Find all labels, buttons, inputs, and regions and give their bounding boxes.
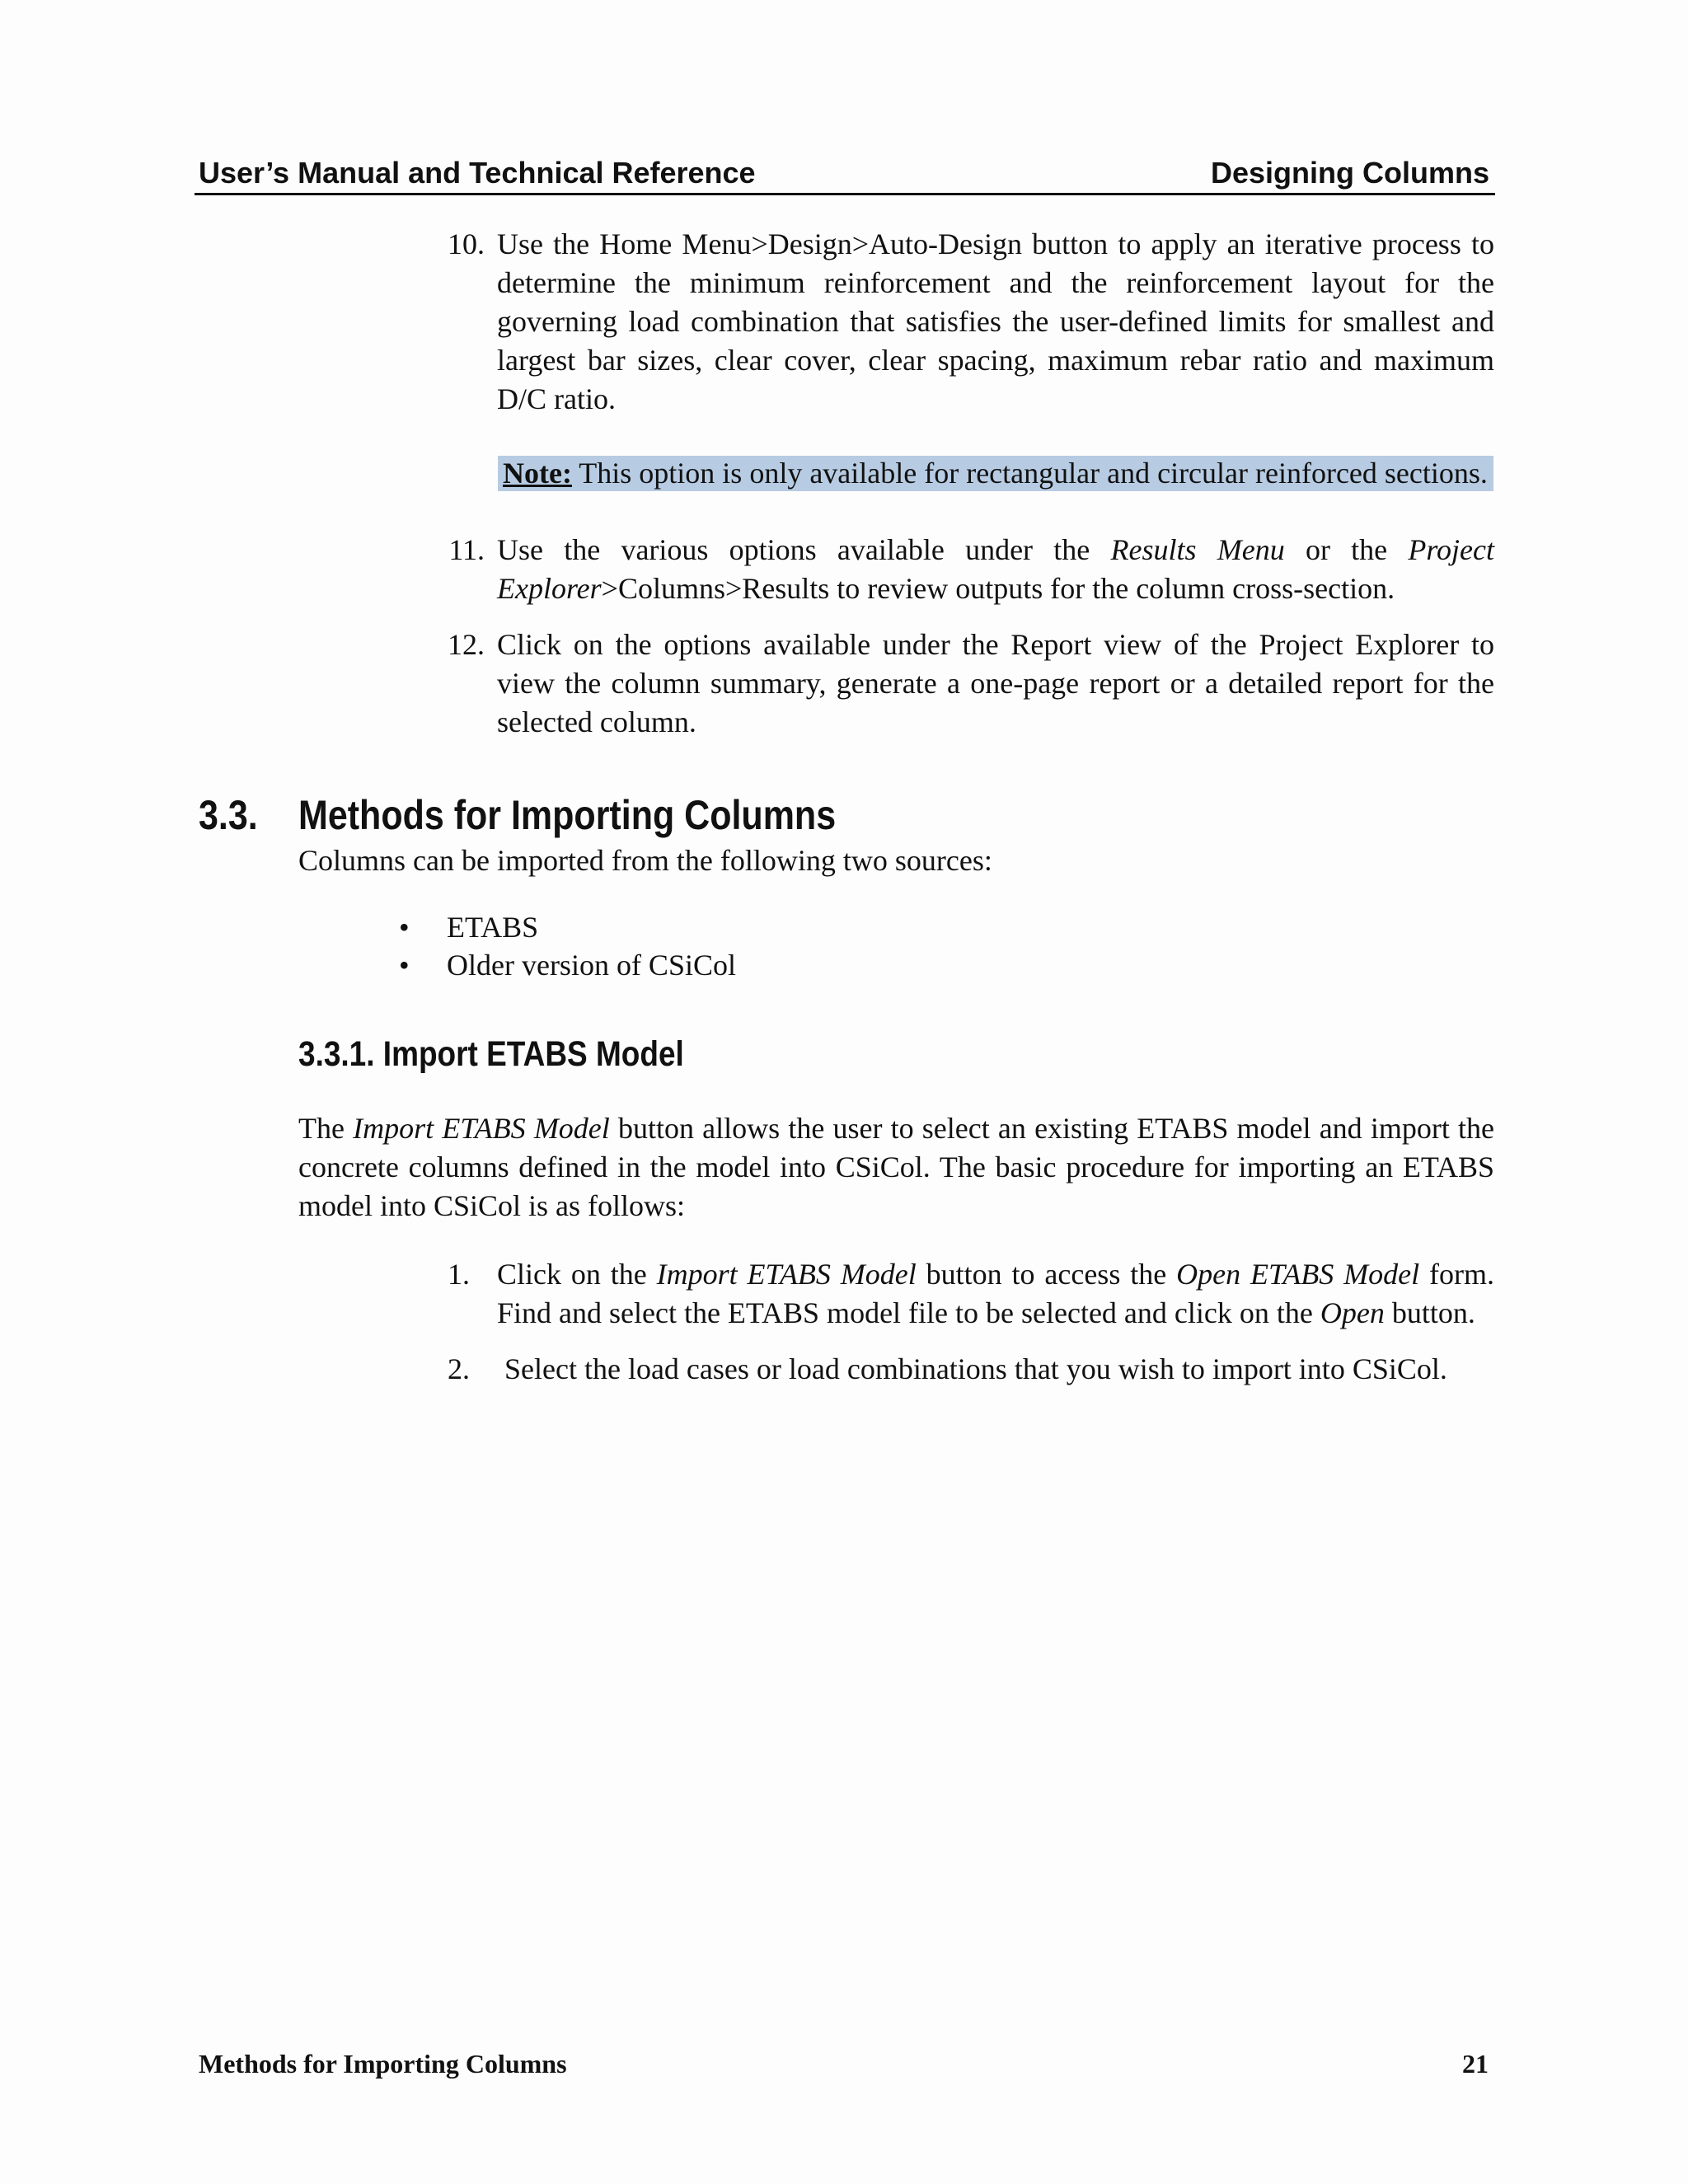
step-number: 10. [448, 227, 485, 260]
step-text: Use the Home Menu>Design>Auto-Design button to apply an iterative process to determine the minimum reinforcement and the reinforcement layout for the governing load combination that satisfies the user-defined limits for smallest and largest bar sizes, clear cover, clear spacing, maximum rebar ratio and maximum D/C ratio. [497, 227, 1494, 415]
bullet-dot: • [399, 911, 410, 944]
note-label: Note: [503, 457, 572, 490]
step-number: 12. [448, 628, 485, 661]
subsection-title: 3.3.1. Import ETABS Model [298, 1034, 684, 1074]
step-number: 11. [448, 533, 485, 566]
page-number: 21 [1462, 2049, 1489, 2079]
subsection-paragraph: The Import ETABS Model button allows the user to select an existing ETABS model and import the concrete columns defined in the model into CSiCol. The basic procedure for importing an ETABS model into CSiCol is as follows: [298, 1112, 1494, 1222]
step-number: 1. [448, 1258, 470, 1291]
section-number: 3.3. [199, 792, 258, 838]
note-text: This option is only available for rectangular and circular reinforced sections. [571, 457, 1488, 490]
running-header-chapter: Designing Columns [1210, 156, 1489, 190]
step-number: 2. [448, 1352, 470, 1385]
section-intro: Columns can be imported from the following two sources: [298, 844, 992, 877]
step-text: Click on the Import ETABS Model button to access the Open ETABS Model form. Find and select the ETABS model file to be selected and click on the Open button. [497, 1258, 1495, 1329]
header-rule [195, 193, 1495, 195]
bullet-dot: • [399, 949, 410, 982]
step-text: Click on the options available under the Report view of the Project Explorer to view the column summary, generate a one-page report or a detailed report for the selected column. [497, 628, 1494, 738]
footer-title: Methods for Importing Columns [199, 2049, 567, 2079]
step-text: Use the various options available under the Results Menu or the Project Explorer>Columns>Results to review outputs for the column cross-section. [497, 533, 1495, 605]
step-text: Select the load cases or load combinations that you wish to import into CSiCol. [497, 1352, 1447, 1385]
note [503, 454, 1488, 493]
list-item: ETABS [447, 911, 539, 944]
section-title: Methods for Importing Columns [298, 792, 837, 838]
list-item: Older version of CSiCol [447, 949, 736, 982]
running-header-title: User’s Manual and Technical Reference [199, 156, 756, 190]
